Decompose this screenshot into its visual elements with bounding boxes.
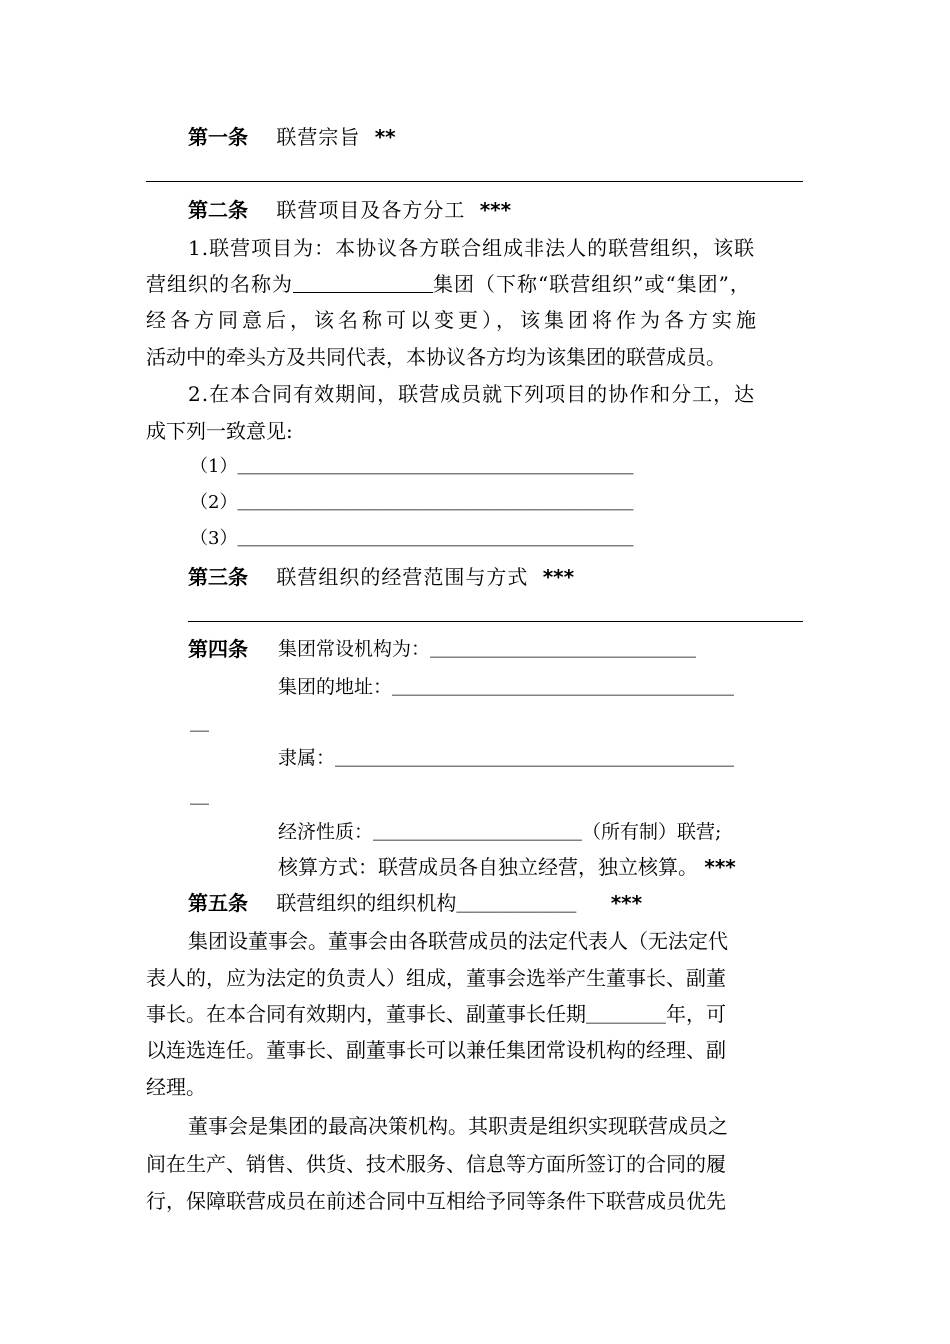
accounting-text: 核算方式：联营成员各自独立经营，独立核算。	[278, 855, 698, 879]
paragraph-line: 成下列一致意见:	[146, 419, 293, 443]
paragraph-line: 2.在本合同有效期间，联营成员就下列项目的协作和分工，达	[188, 382, 756, 406]
article-5-heading: 第五条	[188, 891, 248, 915]
article-1-heading: 第一条	[188, 125, 248, 149]
article-5-stars: ***	[610, 891, 643, 915]
text-fragment: 营组织的名称为	[146, 272, 293, 296]
article-5-title: 联营组织的组织机构＿＿＿＿＿＿	[276, 891, 577, 915]
article-2-stars: ***	[479, 198, 512, 222]
accounting-line	[278, 853, 736, 881]
address-line: 集团的地址：＿＿＿＿＿＿＿＿＿＿＿＿＿＿＿＿＿＿	[278, 676, 735, 698]
article-4-heading: 第四条	[188, 637, 248, 661]
article-3-heading: 第三条	[188, 565, 248, 589]
paragraph-line: 表人的，应为法定的负责人）组成，董事会选举产生董事长、副董	[146, 966, 726, 990]
paragraph-line: 集团设董事会。董事会由各联营成员的法定代表人（无法定代	[188, 929, 728, 953]
paragraph-line: 事长。在本合同有效期内，董事长、副董事长任期＿＿＿＿年，可	[146, 1002, 726, 1026]
article-2-heading: 第二条	[188, 198, 248, 222]
accounting-stars: ***	[704, 855, 736, 879]
article-2-title: 联营项目及各方分工	[276, 198, 466, 222]
paragraph-line: 1.联营项目为：本协议各方联合组成非法人的联营组织，该联	[188, 236, 756, 260]
list-item-3: （3）＿＿＿＿＿＿＿＿＿＿＿＿＿＿＿＿＿＿＿＿＿＿	[190, 528, 634, 549]
article-1-title: 联营宗旨	[276, 125, 361, 149]
article-3-title: 联营组织的经营范围与方式	[276, 565, 529, 589]
paragraph-line: 行，保障联营成员在前述合同中互相给予同等条件下联营成员优先	[146, 1189, 726, 1213]
name-blank	[293, 272, 433, 293]
affiliation-line-wrap: ＿	[190, 785, 210, 807]
list-item-2: （2）＿＿＿＿＿＿＿＿＿＿＿＿＿＿＿＿＿＿＿＿＿＿	[190, 492, 634, 513]
fill-in-rule-1	[146, 181, 803, 182]
paragraph-line	[146, 270, 751, 298]
article-1-line	[188, 123, 396, 151]
affiliation-line: 隶属：＿＿＿＿＿＿＿＿＿＿＿＿＿＿＿＿＿＿＿＿＿	[278, 747, 735, 769]
paragraph-line: 经理。	[146, 1075, 206, 1099]
address-line-wrap: ＿	[190, 712, 210, 734]
office-line: 集团常设机构为：＿＿＿＿＿＿＿＿＿＿＿＿＿＿	[278, 638, 697, 660]
list-item-1: （1）＿＿＿＿＿＿＿＿＿＿＿＿＿＿＿＿＿＿＿＿＿＿	[190, 456, 634, 477]
article-2-line	[188, 196, 511, 224]
article-3-line	[188, 563, 574, 591]
text-fragment: 集团（下称“联营组织”或“集团”，	[433, 272, 751, 296]
paragraph-line: 董事会是集团的最高决策机构。其职责是组织实现联营成员之	[188, 1114, 728, 1138]
paragraph-line: 经各方同意后，该名称可以变更），该集团将作为各方实施	[146, 308, 760, 332]
article-1-stars: **	[374, 125, 396, 149]
economic-nature-line: 经济性质：＿＿＿＿＿＿＿＿＿＿＿（所有制）联营;	[278, 821, 722, 843]
article-5-line	[188, 889, 642, 917]
paragraph-line: 活动中的牵头方及共同代表，本协议各方均为该集团的联营成员。	[146, 345, 726, 369]
paragraph-line: 以连选连任。董事长、副董事长可以兼任集团常设机构的经理、副	[146, 1038, 726, 1062]
article-3-stars: ***	[542, 565, 575, 589]
fill-in-rule-2	[188, 621, 803, 622]
paragraph-line: 间在生产、销售、供货、技术服务、信息等方面所签订的合同的履	[146, 1152, 726, 1176]
